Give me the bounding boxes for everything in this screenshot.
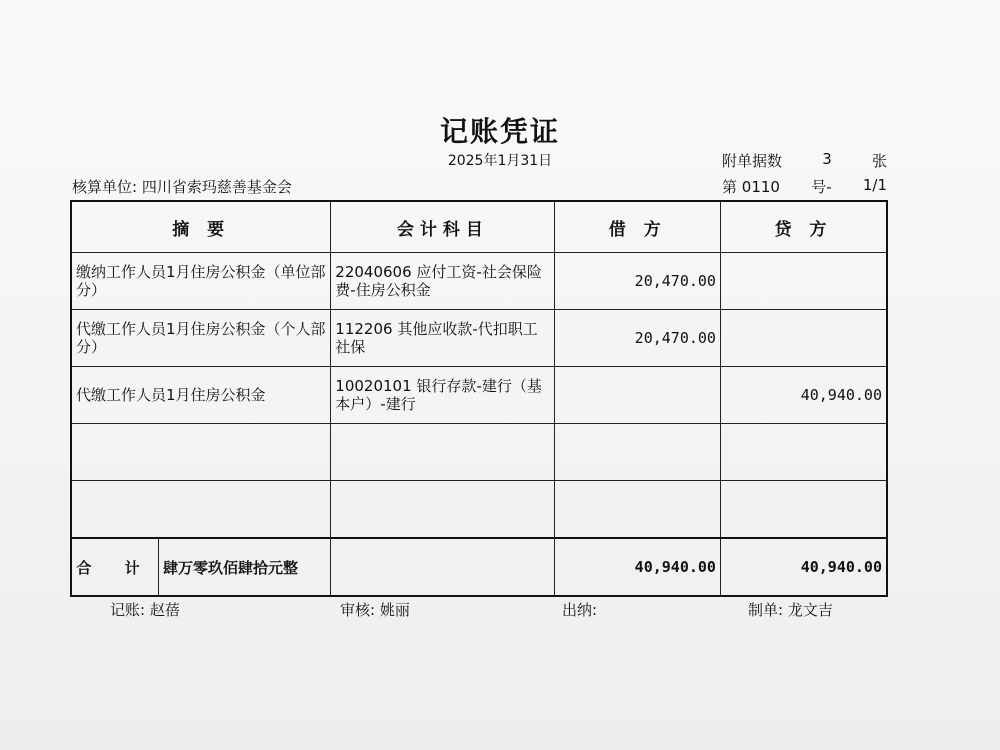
- row-summary: [71, 424, 331, 481]
- row-account: 112206 其他应收款-代扣职工社保: [331, 310, 555, 367]
- voucher-number-value: 0110: [741, 178, 780, 196]
- column-header: 贷 方: [720, 201, 887, 253]
- total-label: 合 计: [72, 539, 159, 595]
- total-account-blank: [331, 538, 555, 596]
- attachment-unit: 张: [871, 152, 887, 170]
- total-row: [71, 538, 887, 596]
- table-row: [71, 424, 887, 481]
- voucher-table: [70, 200, 888, 597]
- accounting-unit: [72, 176, 292, 197]
- voucher-page: 1/1: [862, 176, 887, 194]
- attachment-count: [722, 150, 887, 171]
- row-credit: [720, 481, 887, 539]
- row-account: [331, 481, 555, 539]
- voucher-prefix: 第: [722, 178, 738, 196]
- table-row: [71, 481, 887, 539]
- row-summary: 缴纳工作人员1月住房公积金（单位部分）: [71, 253, 331, 310]
- bookkeeper-signature: 记账: 赵蓓: [110, 601, 180, 619]
- column-header: 会计科目: [331, 201, 555, 253]
- unit-name: 四川省索玛慈善基金会: [141, 178, 292, 196]
- row-debit: [555, 481, 721, 539]
- voucher-date: 2025年1月31日: [447, 153, 553, 169]
- voucher-suffix: 号-: [811, 178, 832, 196]
- row-account: [331, 424, 555, 481]
- total-debit: 40,940.00: [555, 538, 721, 596]
- row-credit: [720, 310, 887, 367]
- row-account: 10020101 银行存款-建行（基本户）-建行: [331, 367, 555, 424]
- table-row: [71, 367, 887, 424]
- total-cell: [71, 538, 331, 596]
- row-debit: [555, 367, 721, 424]
- table-header: [71, 201, 887, 253]
- page-title: 记账凭证: [439, 115, 560, 148]
- column-header: 借 方: [555, 201, 721, 253]
- attachment-label: 附单据数: [722, 152, 783, 170]
- row-summary: 代缴工作人员1月住房公积金（个人部分）: [71, 310, 331, 367]
- row-debit: 20,470.00: [555, 253, 721, 310]
- row-credit: [720, 424, 887, 481]
- row-account: 22040606 应付工资-社会保险费-住房公积金: [331, 253, 555, 310]
- column-header: 摘 要: [71, 201, 331, 253]
- total-credit: 40,940.00: [720, 538, 887, 596]
- attachment-number: 3: [822, 150, 832, 168]
- voucher-number: [722, 176, 887, 197]
- total-amount-words: 肆万零玖佰肆拾元整: [163, 558, 299, 577]
- row-debit: [555, 424, 721, 481]
- row-debit: 20,470.00: [555, 310, 721, 367]
- row-summary: [71, 481, 331, 539]
- unit-label: 核算单位:: [72, 178, 138, 196]
- preparer-signature: 制单: 龙文吉: [748, 601, 833, 619]
- row-credit: 40,940.00: [720, 367, 887, 424]
- cashier-signature: 出纳:: [562, 601, 598, 619]
- row-credit: [720, 253, 887, 310]
- table-row: [71, 253, 887, 310]
- reviewer-signature: 审核: 姚丽: [340, 601, 410, 619]
- table-row: [71, 310, 887, 367]
- row-summary: 代缴工作人员1月住房公积金: [71, 367, 331, 424]
